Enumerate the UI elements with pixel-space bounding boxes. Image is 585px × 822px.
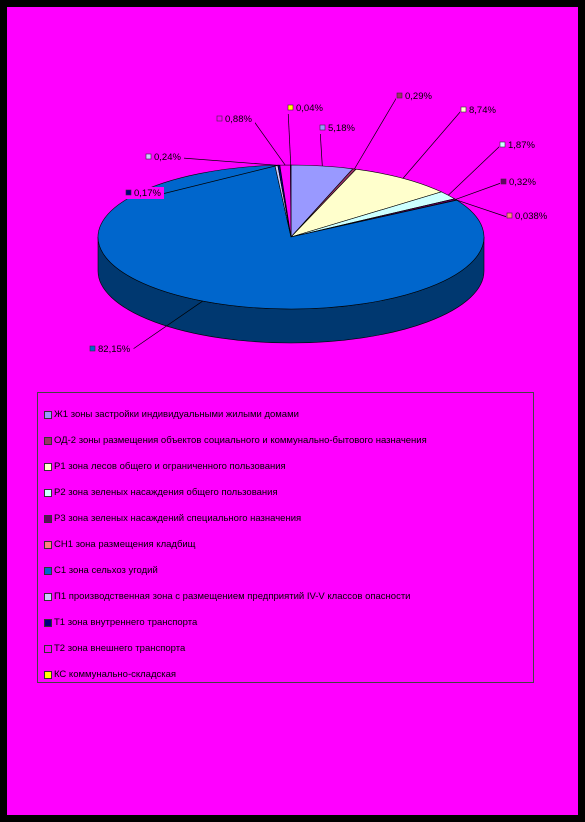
legend-item: [44, 487, 278, 498]
legend-item: [44, 461, 286, 472]
data-label-1: 0,29%: [405, 91, 432, 102]
legend-swatch: [44, 593, 52, 601]
leader-line-2: [403, 111, 461, 178]
chart-legend: [37, 392, 534, 683]
legend-swatch: [44, 489, 52, 497]
data-label-0: 5,18%: [328, 123, 355, 134]
data-label-swatch-10: [288, 105, 293, 110]
data-label-swatch-8: [126, 190, 131, 195]
legend-swatch: [44, 567, 52, 575]
legend-label: П1 производственная зона с размещением предприятий IV-V классов опасности: [54, 591, 411, 602]
chart-frame: [7, 7, 578, 815]
data-label-swatch-5: [507, 213, 512, 218]
legend-label: СН1 зона размещения кладбищ: [54, 539, 196, 550]
legend-swatch: [44, 645, 52, 653]
legend-label: Т2 зона внешнего транспорта: [54, 643, 186, 654]
legend-item: [44, 643, 185, 654]
legend-item: [44, 409, 299, 420]
data-label-swatch-6: [90, 346, 95, 351]
legend-item: [44, 435, 427, 446]
legend-item: [44, 669, 176, 680]
data-label-9: 0,88%: [225, 114, 252, 125]
legend-item: [44, 539, 196, 550]
data-label-swatch-3: [500, 142, 505, 147]
data-label-4: 0,32%: [509, 177, 536, 188]
legend-swatch: [44, 671, 52, 679]
legend-label: Р3 зона зеленых насаждений специального назначения: [54, 513, 302, 524]
legend-item: [44, 513, 301, 524]
legend-swatch: [44, 515, 52, 523]
legend-swatch: [44, 463, 52, 471]
legend-item: [44, 565, 158, 576]
leader-line-9: [253, 120, 285, 165]
data-label-swatch-0: [320, 125, 325, 130]
legend-label: ОД-2 зоны размещения объектов социального и коммунально-бытового назначения: [54, 435, 427, 446]
data-label-6: 82,15%: [98, 344, 131, 355]
data-label-swatch-7: [146, 154, 151, 159]
legend-label: Р2 зона зеленых насаждения общего пользования: [54, 487, 278, 498]
data-label-swatch-2: [461, 107, 466, 112]
legend-label: С1 зона сельхоз угодий: [54, 565, 158, 576]
data-label-swatch-1: [397, 93, 402, 98]
data-label-2: 8,74%: [469, 105, 496, 116]
pie-chart: [7, 7, 578, 387]
legend-label: КС коммунально-складская: [54, 669, 177, 680]
legend-label: Ж1 зоны застройки индивидуальными жилыми домами: [54, 409, 299, 420]
leader-line-0: [320, 129, 322, 166]
data-label-8: 0,17%: [134, 188, 161, 199]
data-label-5: 0,038%: [515, 211, 548, 222]
legend-item: [44, 617, 197, 628]
data-label-swatch-9: [217, 116, 222, 121]
legend-item: [44, 591, 410, 602]
leader-line-4: [456, 183, 501, 199]
legend-swatch: [44, 411, 52, 419]
leader-line-1: [354, 97, 397, 169]
data-label-swatch-4: [501, 179, 506, 184]
data-label-3: 1,87%: [508, 140, 535, 151]
legend-swatch: [44, 619, 52, 627]
legend-label: Т1 зона внутреннего транспорта: [54, 617, 198, 628]
legend-label: Р1 зона лесов общего и ограниченного пользования: [54, 461, 286, 472]
leader-line-10: [288, 109, 291, 165]
legend-swatch: [44, 541, 52, 549]
legend-swatch: [44, 437, 52, 445]
data-label-7: 0,24%: [154, 152, 181, 163]
leader-line-3: [448, 146, 500, 195]
leader-line-7: [182, 158, 276, 165]
data-label-10: 0,04%: [296, 103, 323, 114]
